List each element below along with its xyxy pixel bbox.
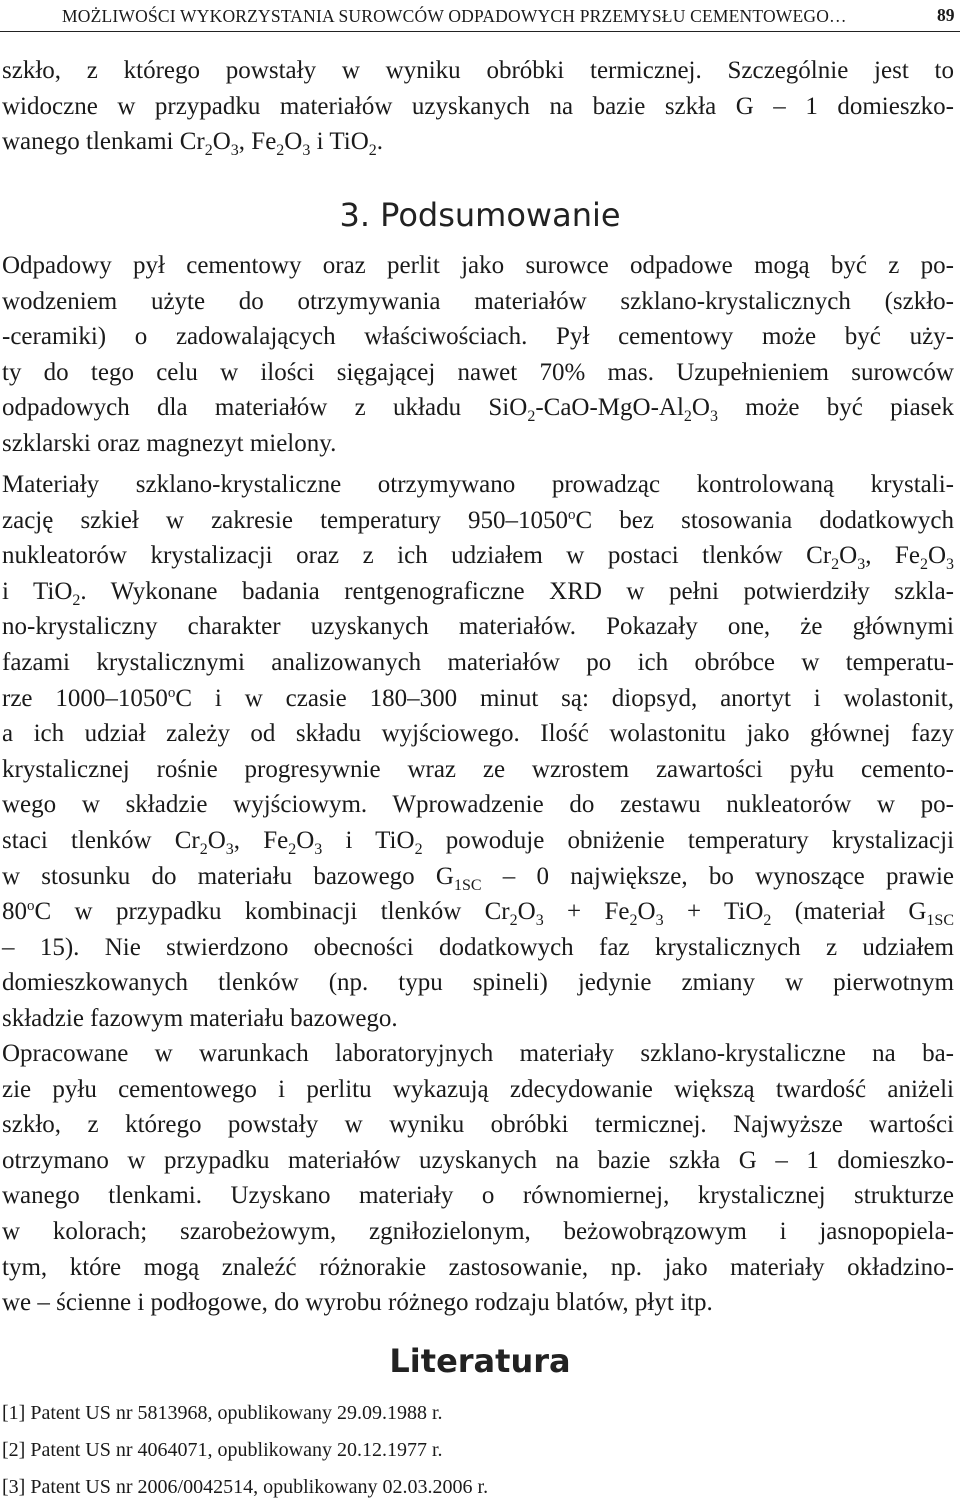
text-line: otrzymano w przypadku materiałów uzyskanych na bazie szkła G – 1 domieszko- <box>2 1146 954 1174</box>
reference-item: [2] Patent US nr 4064071, opublikowany 20.12.1977 r. <box>2 1439 443 1461</box>
text-line: zację szkieł w zakresie temperatury 950–1050$^o$C bez stosowania dodatkowych <box>2 506 955 534</box>
text-line: -ceramiki) o zadowalających właściwościach. Pył cementowy może być uży- <box>2 323 954 351</box>
text-line: a ich udział zależy od składu wyjściowego. Ilość wolastonitu jako głównej fazy <box>2 720 954 748</box>
text-line: Materiały szklano-krystaliczne otrzymywano prowadząc kontrolowaną krystali- <box>2 471 954 498</box>
summary-paragraph-2 <box>2 467 954 1037</box>
reference-item: [1] Patent US nr 5813968, opublikowany 29.09.1988 r. <box>2 1402 443 1424</box>
text-line: wodzeniem użyte do otrzymywania materiałów szklano-krystalicznych (szkło- <box>2 287 954 315</box>
header-rule <box>0 31 960 32</box>
text-line: składzie fazowym materiału bazowego. <box>2 1004 398 1032</box>
summary-paragraph-3 <box>2 1036 954 1321</box>
text-line: zie pyłu cementowego i perlitu wykazują zdecydowanie większą twardość aniżeli <box>2 1075 954 1103</box>
text-line: krystalicznej rośnie progresywnie wraz ze wzrostem zawartości pyłu cemento- <box>2 755 954 783</box>
text-line: nukleatorów krystalizacji oraz z ich udziałem w postaci tlenków $Cr_2O_3$, $Fe_2O_3$ <box>2 542 954 574</box>
text-line: we – ścienne i podłogowe, do wyrobu różnego rodzaju blatów, płyt itp. <box>2 1289 713 1317</box>
text-line: rze 1000–1050$^o$C i w czasie 180–300 minut są: diopsyd, anortyt i wolastonit, <box>2 684 954 712</box>
text-line: odpadowych dla materiałów z układu $SiO_2-CaO-MgO-Al_2O_3$ może być piasek <box>2 394 954 426</box>
text-line: tym, które mogą znaleźć różnorakie zastosowanie, np. jako materiały okładzino- <box>2 1253 954 1281</box>
text-line: wego w składzie wyjściowym. Wprowadzenie do zestawu nukleatorów w po- <box>2 791 954 819</box>
running-title: MOŻLIWOŚCI WYKORZYSTANIA SUROWCÓW ODPADOWYCH PRZEMYSŁU CEMENTOWEGO… <box>62 6 847 26</box>
text-line: widoczne w przypadku materiałów uzyskanych na bazie szkła G – 1 domieszko- <box>2 92 954 120</box>
text-line: i TiO$_2$. Wykonane badania rentgenograficzne XRD w pełni potwierdziły szkla- <box>2 577 954 609</box>
text-line: staci tlenków $Cr_2O_3$, $Fe_2O_3$ i TiO$_2$ powoduje obniżenie temperatury krystalizacji <box>2 826 955 858</box>
text-line: ty do tego celu w ilości sięgającej nawet 70% mas. Uzupełnieniem surowców <box>2 358 954 386</box>
reference-item: [3] Patent US nr 2006/0042514, opublikowany 02.03.2006 r. <box>2 1476 489 1498</box>
text-line: w kolorach; szarobeżowym, zgniłozielonym, beżowobrązowym i jasnopopiela- <box>2 1217 954 1245</box>
intro-paragraph <box>2 53 954 160</box>
text-line: wanego tlenkami. Uzyskano materiały o równomiernej, krystalicznej strukturze <box>2 1182 954 1210</box>
text-line: szkło, z którego powstały w wyniku obróbki termicznej. Szczególnie jest to <box>2 57 954 84</box>
text-line: fazami krystalicznymi analizowanych materiałów po ich obróbce w temperatu- <box>2 648 954 676</box>
literature-heading: Literatura <box>389 1342 571 1380</box>
text-line: – 15). Nie stwierdzono obecności dodatkowych faz krystalicznych z udziałem <box>2 933 954 961</box>
text-line: szkło, z którego powstały w wyniku obróbki termicznej. Najwyższe wartości <box>2 1111 954 1139</box>
summary-paragraph-1 <box>2 248 954 462</box>
running-header <box>0 0 960 34</box>
page-number: 89 <box>937 5 955 25</box>
text-line: no-krystaliczny charakter uzyskanych materiałów. Pokazały one, że głównymi <box>2 613 954 641</box>
text-line: w stosunku do materiału bazowego $G_{1SC} - 0$ największe, bo wynoszące prawie <box>2 862 954 894</box>
text-line: Opracowane w warunkach laboratoryjnych materiały szklano-krystaliczne na ba- <box>2 1040 954 1067</box>
text-line: wanego tlenkami $Cr_2O_3$, $Fe_2O_3$ i TiO$_2$. <box>2 128 383 160</box>
text-line: 80$^o$C w przypadku kombinacji tlenków $Cr_2O_3 + Fe_2O_3 + TiO_2$ (materiał $G_{1SC}$ <box>2 898 954 930</box>
text-line: domieszkowanych tlenków (np. typu spineli) jedynie zmiany w pierwotnym <box>2 969 954 997</box>
text-line: szklarski oraz magnezyt mielony. <box>2 429 337 457</box>
text-line: Odpadowy pył cementowy oraz perlit jako surowce odpadowe mogą być z po- <box>2 252 954 279</box>
section-heading: 3. Podsumowanie <box>339 196 621 234</box>
